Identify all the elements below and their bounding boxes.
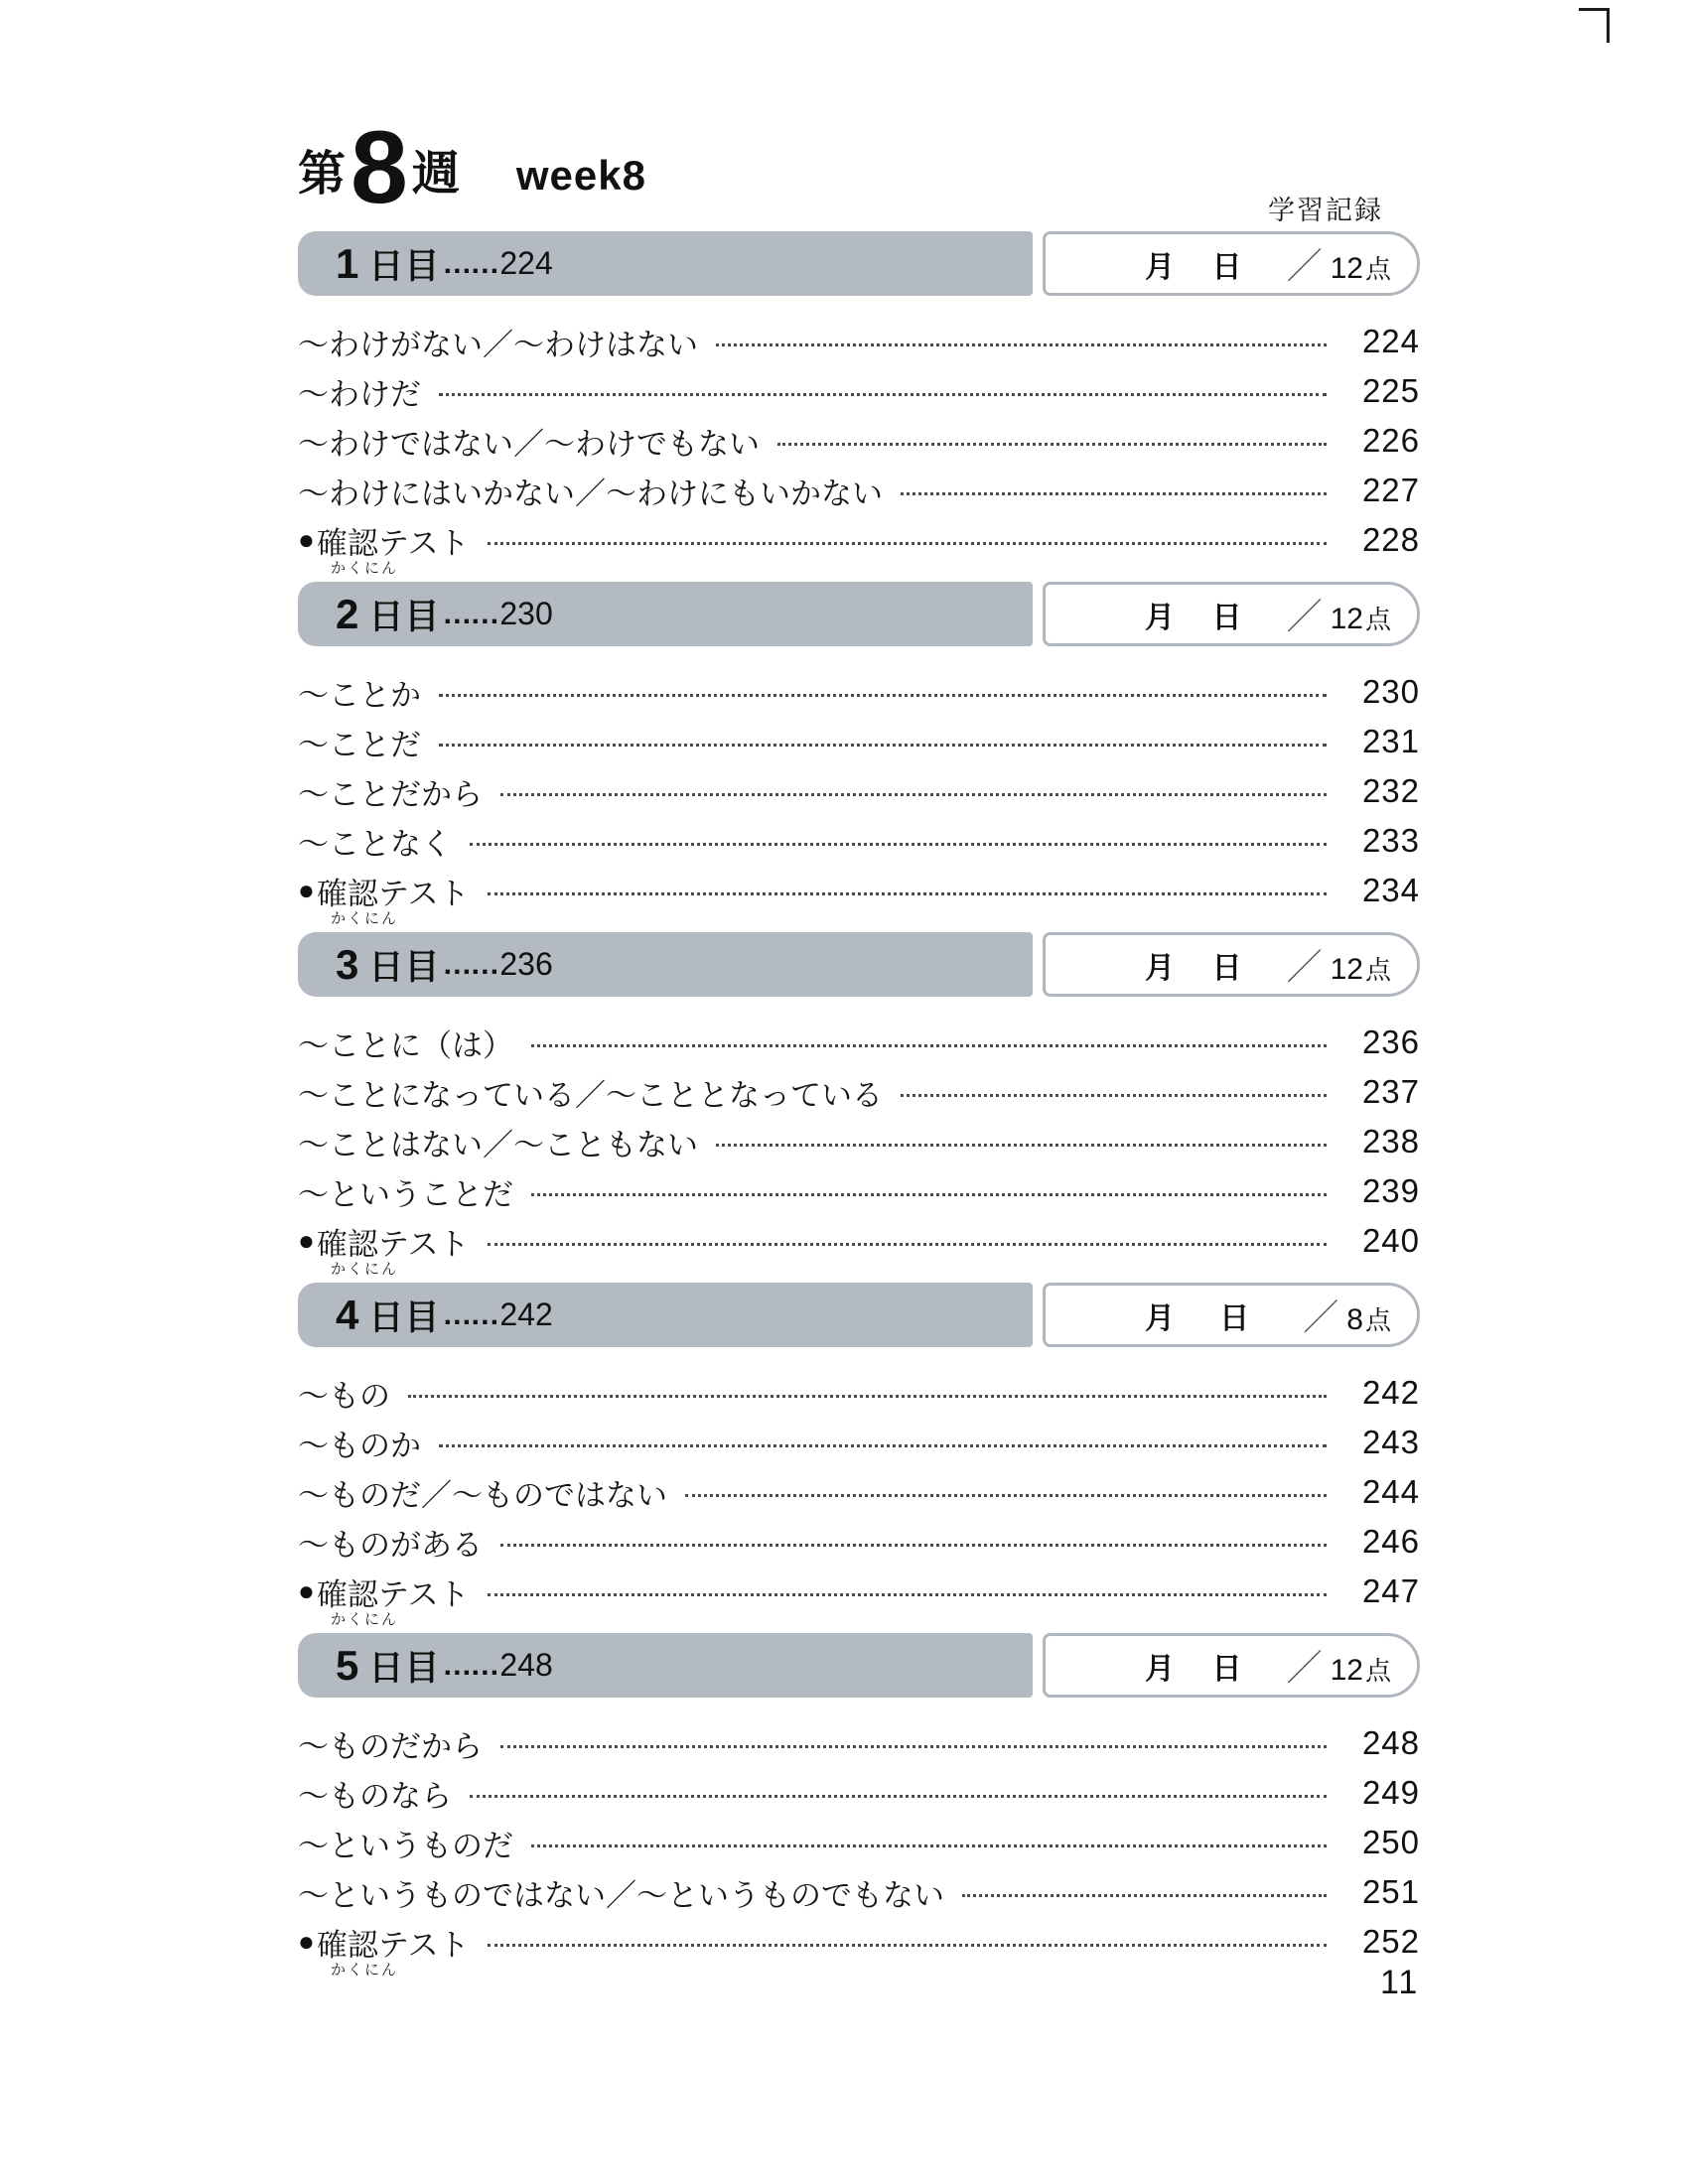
score-max: 12: [1330, 1654, 1363, 1687]
score-max: 8: [1346, 1303, 1363, 1336]
day-number: 3: [336, 940, 359, 988]
day-2-title-bar: [298, 582, 1033, 646]
item-page: 237: [1361, 1073, 1420, 1110]
score-unit: 点: [1364, 254, 1391, 284]
dotted-leader: [488, 536, 1327, 545]
day-of-month-label: 日: [1211, 1652, 1242, 1686]
dotted-leader: [901, 486, 1327, 495]
day-section-1: [298, 231, 1420, 577]
dotted-leader: [408, 1389, 1327, 1398]
item-title: ～というものだ: [298, 1828, 513, 1863]
dotted-leader: [488, 887, 1327, 895]
dotted-leader: [500, 1538, 1327, 1547]
dotted-leader: [901, 1088, 1327, 1097]
item-page: 251: [1361, 1873, 1420, 1910]
day-1-title-bar: [298, 231, 1033, 296]
month-label: 月: [1145, 951, 1175, 985]
toc-item: [298, 816, 1420, 866]
day-5-record-box: [1043, 1633, 1420, 1698]
dotted-leader: [500, 1739, 1327, 1748]
score-max: 12: [1330, 603, 1363, 635]
item-title: ～ものか: [298, 1428, 421, 1463]
item-page: 240: [1361, 1222, 1420, 1259]
toc-item: [298, 1867, 1420, 1917]
item-page: 234: [1361, 872, 1420, 908]
dotted-leader: [439, 738, 1327, 747]
day-number: 1: [336, 239, 359, 287]
week-suffix: 週: [411, 147, 461, 201]
dotted-leader: [439, 387, 1327, 396]
test-title-wrap: [298, 869, 470, 927]
day-start-page: 236: [499, 946, 553, 982]
day-number: 4: [336, 1291, 359, 1338]
item-title: ～ことなく: [298, 826, 452, 862]
week-header: [298, 110, 1420, 226]
toc-item: [298, 317, 1420, 366]
score-field: [1287, 939, 1391, 990]
toc-item: [298, 1018, 1420, 1067]
test-title-wrap: [298, 1570, 470, 1628]
slash-icon: ／: [1286, 1647, 1323, 1688]
item-page: 248: [1361, 1724, 1420, 1761]
item-page: 228: [1361, 521, 1420, 558]
dotted-leader: [716, 1138, 1327, 1147]
day-2-record-box: [1043, 582, 1420, 646]
dotted-leader: [685, 1488, 1327, 1497]
item-title: ～わけではない／～わけでもない: [298, 426, 760, 462]
day-label: 日目: [368, 597, 441, 636]
toc-item: [298, 1368, 1420, 1418]
item-title: 確認テスト: [316, 1927, 470, 1963]
furigana: かくにん: [331, 1260, 399, 1278]
score-unit: 点: [1364, 605, 1391, 634]
toc-item: [298, 1718, 1420, 1768]
day-of-month-label: 日: [1211, 951, 1242, 985]
dotted-leader: [531, 1839, 1327, 1847]
item-title: 確認テスト: [316, 525, 470, 561]
toc-item: [298, 717, 1420, 766]
furigana: かくにん: [331, 1961, 399, 1979]
slash-icon: ／: [1286, 946, 1323, 987]
day-number: 2: [336, 590, 359, 637]
score-unit: 点: [1364, 1305, 1391, 1335]
day-2-items: [298, 667, 1420, 927]
item-page: 252: [1361, 1923, 1420, 1960]
day-dots: ……: [442, 1297, 498, 1331]
item-page: 246: [1361, 1523, 1420, 1560]
toc-item: [298, 667, 1420, 717]
dotted-leader: [531, 1038, 1327, 1047]
toc-item: [298, 1117, 1420, 1166]
crop-mark-icon: [1579, 8, 1610, 43]
day-label: 日目: [368, 947, 441, 987]
day-5-header: [298, 1633, 1420, 1698]
bullet-icon: ●: [298, 1225, 315, 1256]
toc-item: [298, 1418, 1420, 1467]
month-label: 月: [1145, 601, 1175, 634]
month-label: 月: [1145, 1301, 1175, 1335]
dotted-leader: [488, 1938, 1327, 1947]
toc-item: [298, 1467, 1420, 1517]
day-section-5: [298, 1633, 1420, 1979]
day-3-items: [298, 1018, 1420, 1278]
bullet-icon: ●: [298, 524, 315, 555]
day-1-record-box: [1043, 231, 1420, 296]
furigana: かくにん: [331, 559, 399, 577]
item-title: ～ことに（は）: [298, 1027, 513, 1063]
item-title: 確認テスト: [316, 1576, 470, 1612]
day-dots: ……: [442, 947, 498, 981]
toc-item: [298, 766, 1420, 816]
day-section-4: [298, 1283, 1420, 1628]
day-4-header: [298, 1283, 1420, 1347]
week-prefix: 第: [298, 147, 348, 201]
item-title: ～もの: [298, 1378, 390, 1414]
toc-item: [298, 466, 1420, 515]
score-field: [1287, 1640, 1391, 1691]
day-3-title-bar: [298, 932, 1033, 997]
item-title: ～わけだ: [298, 376, 421, 412]
item-page: 236: [1361, 1024, 1420, 1060]
week-number: 8: [351, 110, 408, 226]
day-section-2: [298, 582, 1420, 927]
day-start-page: 224: [499, 245, 553, 281]
day-1-header: [298, 231, 1420, 296]
day-dots: ……: [442, 1648, 498, 1682]
dotted-leader: [488, 1587, 1327, 1596]
dotted-leader: [531, 1187, 1327, 1196]
dotted-leader: [439, 688, 1327, 697]
toc-item: [298, 1818, 1420, 1867]
day-section-3: [298, 932, 1420, 1278]
dotted-leader: [470, 837, 1327, 846]
item-page: 244: [1361, 1473, 1420, 1510]
score-unit: 点: [1364, 1656, 1391, 1686]
dotted-leader: [962, 1888, 1327, 1897]
item-page: 249: [1361, 1774, 1420, 1811]
day-start-page: 230: [499, 596, 553, 631]
week-english-label: week8: [515, 152, 646, 199]
item-title: ～ものだ／～ものではない: [298, 1477, 667, 1513]
test-title-wrap: [298, 518, 470, 577]
furigana: かくにん: [331, 909, 399, 927]
toc-item-test: [298, 1216, 1420, 1278]
day-5-items: [298, 1718, 1420, 1979]
dotted-leader: [500, 787, 1327, 796]
item-title: ～ことだから: [298, 776, 483, 812]
item-page: 224: [1361, 323, 1420, 359]
month-label: 月: [1145, 250, 1175, 284]
bullet-icon: ●: [298, 875, 315, 905]
item-title: ～ことか: [298, 677, 421, 713]
day-5-title-bar: [298, 1633, 1033, 1698]
item-page: 247: [1361, 1572, 1420, 1609]
day-start-page: 242: [499, 1297, 553, 1332]
item-title: ～ことになっている／～こととなっている: [298, 1077, 883, 1113]
score-field: [1287, 589, 1391, 639]
item-title: ～というものではない／～というものでもない: [298, 1877, 944, 1913]
page-number: 11: [1380, 1964, 1420, 2001]
item-title: ～ものなら: [298, 1778, 452, 1814]
score-field: [1287, 238, 1391, 289]
item-page: 226: [1361, 422, 1420, 459]
item-page: 239: [1361, 1172, 1420, 1209]
dotted-leader: [470, 1789, 1327, 1798]
item-title: ～ことはない／～こともない: [298, 1127, 698, 1162]
day-dots: ……: [442, 246, 498, 280]
toc-item: [298, 1517, 1420, 1567]
day-start-page: 248: [499, 1647, 553, 1683]
item-page: 233: [1361, 822, 1420, 859]
day-label: 日目: [368, 1297, 441, 1337]
test-title-wrap: [298, 1920, 470, 1979]
day-dots: ……: [442, 597, 498, 630]
dotted-leader: [777, 437, 1327, 446]
day-of-month-label: 日: [1219, 1301, 1250, 1335]
furigana: かくにん: [331, 1610, 399, 1628]
item-page: 250: [1361, 1824, 1420, 1860]
item-title: 確認テスト: [316, 1226, 470, 1262]
toc-item-test: [298, 1567, 1420, 1628]
score-unit: 点: [1364, 955, 1391, 985]
month-label: 月: [1145, 1652, 1175, 1686]
day-3-record-box: [1043, 932, 1420, 997]
day-4-record-box: [1043, 1283, 1420, 1347]
score-max: 12: [1330, 953, 1363, 986]
item-page: 227: [1361, 472, 1420, 508]
day-2-header: [298, 582, 1420, 646]
item-page: 242: [1361, 1374, 1420, 1411]
item-title: ～わけにはいかない／～わけにもいかない: [298, 476, 883, 511]
toc-item-test: [298, 1917, 1420, 1979]
score-max: 12: [1330, 252, 1363, 285]
toc-item: [298, 416, 1420, 466]
dotted-leader: [488, 1237, 1327, 1246]
score-field: [1303, 1290, 1391, 1340]
item-page: 243: [1361, 1424, 1420, 1460]
item-page: 231: [1361, 723, 1420, 759]
day-3-header: [298, 932, 1420, 997]
item-title: ～わけがない／～わけはない: [298, 327, 698, 362]
toc-item: [298, 1067, 1420, 1117]
dotted-leader: [716, 338, 1327, 346]
bullet-icon: ●: [298, 1575, 315, 1606]
item-title: ～ということだ: [298, 1176, 513, 1212]
item-page: 232: [1361, 772, 1420, 809]
dotted-leader: [439, 1438, 1327, 1447]
toc-item-test: [298, 515, 1420, 577]
day-of-month-label: 日: [1211, 601, 1242, 634]
slash-icon: ／: [1286, 596, 1323, 636]
day-4-items: [298, 1368, 1420, 1628]
day-label: 日目: [368, 246, 441, 286]
day-label: 日目: [368, 1648, 441, 1688]
day-of-month-label: 日: [1211, 250, 1242, 284]
toc-content: [298, 110, 1420, 1983]
item-page: 230: [1361, 673, 1420, 710]
day-1-items: [298, 317, 1420, 577]
test-title-wrap: [298, 1219, 470, 1278]
day-number: 5: [336, 1641, 359, 1689]
item-page: 238: [1361, 1123, 1420, 1160]
toc-item: [298, 1166, 1420, 1216]
slash-icon: ／: [1286, 245, 1323, 286]
slash-icon: ／: [1303, 1297, 1339, 1337]
toc-item: [298, 366, 1420, 416]
study-record-label: 学習記録: [1268, 196, 1383, 225]
toc-item: [298, 1768, 1420, 1818]
item-title: ～ものだから: [298, 1728, 483, 1764]
item-title: ～ことだ: [298, 727, 421, 762]
item-title: ～ものがある: [298, 1527, 483, 1563]
item-title: 確認テスト: [316, 876, 470, 911]
item-page: 225: [1361, 372, 1420, 409]
day-4-title-bar: [298, 1283, 1033, 1347]
toc-item-test: [298, 866, 1420, 927]
bullet-icon: ●: [298, 1926, 315, 1957]
